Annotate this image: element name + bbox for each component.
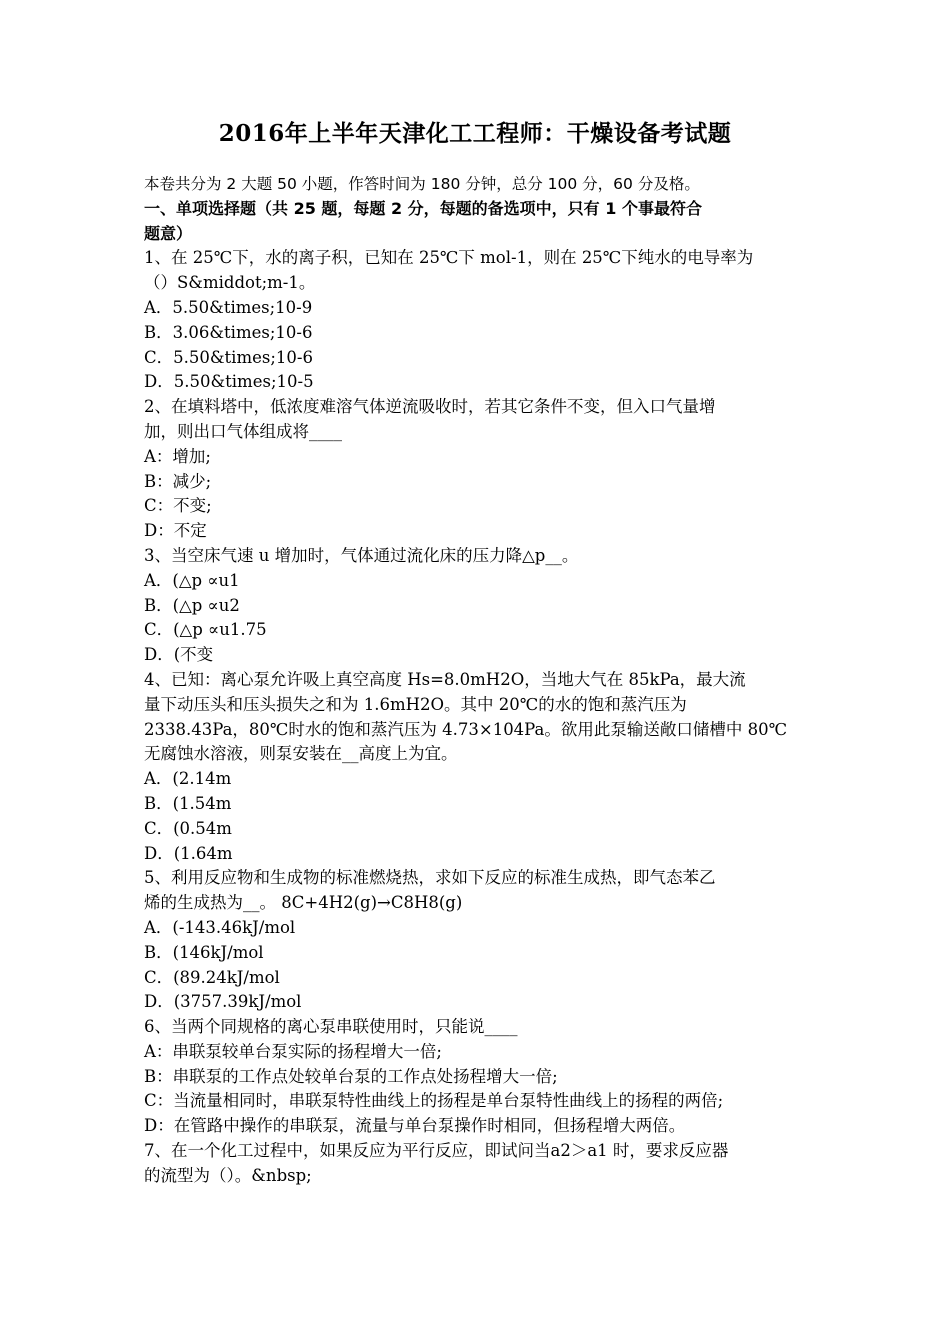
question-text: 3、当空床气速 u 增加时，气体通过流化床的压力降△p__。 (144, 545, 579, 565)
question-text: 的流型为（）。&nbsp; (144, 1165, 312, 1185)
question-text: 2338.43Pa，80℃时水的饱和蒸汽压为 4.73×104Pa。欲用此泵输送敞口储槽中 80℃ (144, 719, 788, 739)
question-item (144, 1139, 824, 1189)
question-item (144, 246, 824, 395)
question-item (144, 395, 824, 544)
answer-option: B．(1.54m (144, 793, 232, 813)
question-list (144, 246, 824, 1188)
answer-option: D：不定 (144, 521, 207, 541)
answer-option: B．(146kJ/mol (144, 942, 264, 962)
question-text: 2、在填料塔中，低浓度难溶气体逆流吸收时，若其它条件不变，但入口气量增 (144, 397, 716, 417)
answer-option: C．(△p ∝u1.75 (144, 620, 267, 640)
question-text: 烯的生成热为__。 8C+4H2(g)→C8H8(g) (144, 893, 463, 913)
question-text: 加，则出口气体组成将____ (144, 421, 342, 441)
question-item (144, 668, 824, 866)
question-text: 4、已知：离心泵允许吸上真空高度 Hs=8.0mH2O，当地大气在 85kPa，最大流 (144, 669, 746, 689)
section-heading-line-2: 题意） (144, 223, 193, 243)
answer-option: C．5.50&times;10-6 (144, 347, 313, 367)
answer-option: A：增加; (144, 446, 211, 466)
answer-option: A．5.50&times;10-9 (144, 297, 313, 317)
question-item (144, 866, 824, 1015)
answer-option: B．3.06&times;10-6 (144, 322, 313, 342)
question-text: 无腐蚀水溶液，则泵安装在__高度上为宜。 (144, 744, 458, 764)
answer-option: D．5.50&times;10-5 (144, 372, 314, 392)
question-text: 5、利用反应物和生成物的标准燃烧热，求如下反应的标准生成热，即气态苯乙 (144, 868, 716, 888)
answer-option: A．(-143.46kJ/mol (144, 917, 296, 937)
exam-intro: 本卷共分为 2 大题 50 小题，作答时间为 180 分钟，总分 100 分，60 分及格。 (144, 175, 700, 193)
answer-option: B：串联泵的工作点处较单台泵的工作点处扬程增大一倍; (144, 1066, 558, 1086)
question-text: 量下动压头和压头损失之和为 1.6mH2O。其中 20℃的水的饱和蒸汽压为 (144, 694, 687, 714)
answer-option: A：串联泵较单台泵实际的扬程增大一倍; (144, 1041, 442, 1061)
answer-option: C：不变; (144, 496, 212, 516)
question-item (144, 1015, 824, 1139)
question-text: 1、在 25℃下，水的离子积，已知在 25℃下 mol-1，则在 25℃下纯水的电导率为 (144, 248, 754, 268)
document-body (144, 172, 824, 1189)
question-item (144, 544, 824, 668)
answer-option: C：当流量相同时，串联泵特性曲线上的扬程是单台泵特性曲线上的扬程的两倍; (144, 1091, 724, 1111)
answer-option: D．(1.64m (144, 843, 233, 863)
question-text: 7、在一个化工过程中，如果反应为平行反应，即试问当a2＞a1 时，要求反应器 (144, 1141, 729, 1161)
answer-option: B．(△p ∝u2 (144, 595, 240, 615)
answer-option: C．(89.24kJ/mol (144, 967, 280, 987)
answer-option: A．(△p ∝u1 (144, 570, 240, 590)
page-title: 2016年上半年天津化工工程师：干燥设备考试题 (218, 120, 732, 147)
section-heading-line-1: 一、单项选择题（共 25 题，每题 2 分，每题的备选项中，只有 1 个事最符合 (144, 198, 702, 218)
answer-option: C．(0.54m (144, 818, 232, 838)
question-text: （）S&middot;m-1。 (144, 273, 316, 293)
answer-option: B：减少; (144, 471, 212, 491)
question-text: 6、当两个同规格的离心泵串联使用时，只能说____ (144, 1017, 518, 1037)
answer-option: D．(不变 (144, 645, 214, 665)
answer-option: A．(2.14m (144, 769, 232, 789)
answer-option: D．(3757.39kJ/mol (144, 992, 302, 1012)
answer-option: D：在管路中操作的串联泵，流量与单台泵操作时相同，但扬程增大两倍。 (144, 1116, 686, 1136)
